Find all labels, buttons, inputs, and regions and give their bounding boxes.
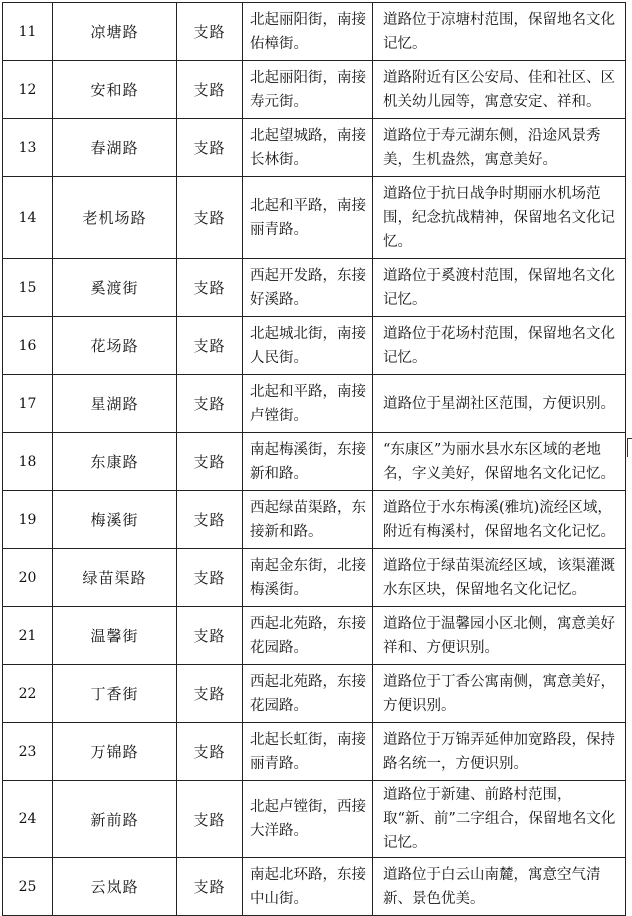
table-row	[3, 177, 626, 259]
table-row	[3, 549, 626, 607]
table-row	[3, 607, 626, 665]
table-row	[3, 375, 626, 433]
table-row	[3, 119, 626, 177]
road-name: 绿苗渠路	[53, 549, 177, 607]
naming-rationale: 道路位于花场村范围，保留地名文化记忆。	[373, 317, 626, 375]
road-route: 南起梅溪街，东接新和路。	[243, 433, 373, 491]
road-route: 北起和平路，南接卢镗街。	[243, 375, 373, 433]
road-route: 南起北环路，东接中山街。	[243, 858, 373, 916]
road-route: 北起望城路，南接长林街。	[243, 119, 373, 177]
table-row	[3, 491, 626, 549]
naming-rationale: 道路位于新建、前路村范围，取“新、前”二字组合，保留地名文化记忆。	[373, 781, 626, 858]
road-type: 支路	[177, 607, 243, 665]
road-naming-table	[2, 2, 626, 916]
table-row	[3, 61, 626, 119]
road-name: 新前路	[53, 781, 177, 858]
naming-rationale: 道路位于白云山南麓，寓意空气清新、景色优美。	[373, 858, 626, 916]
road-name: 花场路	[53, 317, 177, 375]
row-number: 23	[3, 723, 53, 781]
road-name: 星湖路	[53, 375, 177, 433]
naming-rationale: 道路位于奚渡村范围，保留地名文化记忆。	[373, 259, 626, 317]
road-type: 支路	[177, 61, 243, 119]
row-number: 24	[3, 781, 53, 858]
naming-rationale: 道路附近有区公安局、佳和社区、区机关幼儿园等，寓意安定、祥和。	[373, 61, 626, 119]
row-number: 21	[3, 607, 53, 665]
road-route: 西起北苑路，东接花园路。	[243, 665, 373, 723]
naming-rationale: 道路位于寿元湖东侧，沿途风景秀美，生机盎然，寓意美好。	[373, 119, 626, 177]
road-route: 北起和平路，南接丽青路。	[243, 177, 373, 259]
table-row	[3, 781, 626, 858]
road-type: 支路	[177, 433, 243, 491]
row-number: 25	[3, 858, 53, 916]
row-number: 20	[3, 549, 53, 607]
naming-rationale: 道路位于水东梅溪(雅坑)流经区域，附近有梅溪村，保留地名文化记忆。	[373, 491, 626, 549]
table-body	[3, 3, 626, 916]
road-type: 支路	[177, 781, 243, 858]
road-route: 西起北苑路，东接花园路。	[243, 607, 373, 665]
road-name: 凉塘路	[53, 3, 177, 61]
road-route: 北起长虹街，南接丽青路。	[243, 723, 373, 781]
road-type: 支路	[177, 3, 243, 61]
road-route: 北起丽阳街，南接寿元街。	[243, 61, 373, 119]
table-row	[3, 665, 626, 723]
table-row	[3, 723, 626, 781]
row-number: 12	[3, 61, 53, 119]
road-type: 支路	[177, 491, 243, 549]
naming-rationale: 道路位于万锦弄延伸加宽路段，保持路名统一，方便识别。	[373, 723, 626, 781]
naming-rationale: 道路位于丁香公寓南侧，寓意美好，方便识别。	[373, 665, 626, 723]
row-number: 15	[3, 259, 53, 317]
road-route: 北起丽阳街，南接佑樟街。	[243, 3, 373, 61]
table-row	[3, 317, 626, 375]
page-edge-mark	[627, 438, 632, 457]
naming-rationale: 道路位于温馨园小区北侧，寓意美好祥和、方便识别。	[373, 607, 626, 665]
road-name: 春湖路	[53, 119, 177, 177]
road-type: 支路	[177, 119, 243, 177]
road-route: 西起绿苗渠路，东接新和路。	[243, 491, 373, 549]
naming-rationale: 道路位于抗日战争时期丽水机场范围，纪念抗战精神，保留地名文化记忆。	[373, 177, 626, 259]
row-number: 16	[3, 317, 53, 375]
road-type: 支路	[177, 858, 243, 916]
road-route: 北起城北街，南接人民街。	[243, 317, 373, 375]
naming-rationale: “东康区”为丽水县水东区域的老地名，字义美好，保留地名文化记忆。	[373, 433, 626, 491]
road-name: 安和路	[53, 61, 177, 119]
road-name: 梅溪街	[53, 491, 177, 549]
row-number: 19	[3, 491, 53, 549]
row-number: 22	[3, 665, 53, 723]
road-type: 支路	[177, 665, 243, 723]
road-name: 万锦路	[53, 723, 177, 781]
road-type: 支路	[177, 177, 243, 259]
road-name: 丁香街	[53, 665, 177, 723]
row-number: 17	[3, 375, 53, 433]
road-type: 支路	[177, 317, 243, 375]
road-name: 东康路	[53, 433, 177, 491]
road-route: 南起金东街，北接梅溪街。	[243, 549, 373, 607]
naming-rationale: 道路位于凉塘村范围，保留地名文化记忆。	[373, 3, 626, 61]
table-row	[3, 3, 626, 61]
road-route: 西起开发路，东接好溪路。	[243, 259, 373, 317]
road-name: 云岚路	[53, 858, 177, 916]
table-row	[3, 259, 626, 317]
road-name: 老机场路	[53, 177, 177, 259]
road-name: 奚渡街	[53, 259, 177, 317]
table-row	[3, 433, 626, 491]
naming-rationale: 道路位于星湖社区范围，方便识别。	[373, 375, 626, 433]
road-route: 北起卢镗街，西接大洋路。	[243, 781, 373, 858]
row-number: 14	[3, 177, 53, 259]
road-type: 支路	[177, 723, 243, 781]
road-type: 支路	[177, 375, 243, 433]
naming-rationale: 道路位于绿苗渠流经区域，该渠灌溉水东区块，保留地名文化记忆。	[373, 549, 626, 607]
row-number: 18	[3, 433, 53, 491]
road-name: 温馨街	[53, 607, 177, 665]
table-row	[3, 858, 626, 916]
road-type: 支路	[177, 549, 243, 607]
row-number: 11	[3, 3, 53, 61]
row-number: 13	[3, 119, 53, 177]
road-type: 支路	[177, 259, 243, 317]
